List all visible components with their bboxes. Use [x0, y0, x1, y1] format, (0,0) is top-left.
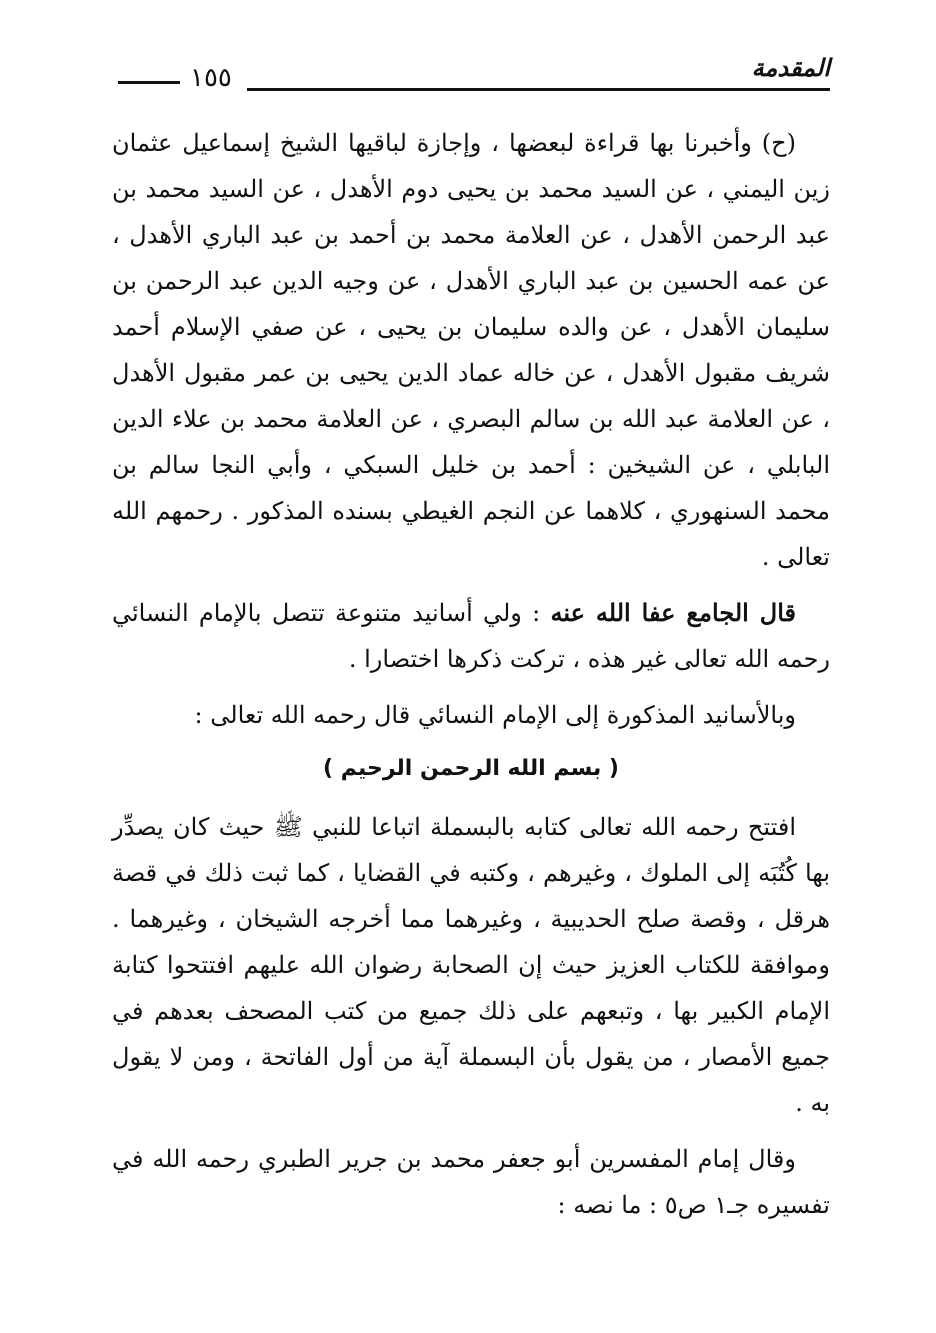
header-rule-left	[118, 81, 180, 84]
body-text	[112, 120, 830, 1228]
paragraph-chain-of-narration: (ح) وأخبرنا بها قراءة لبعضها ، وإجازة لباقيها الشيخ إسماعيل عثمان زين اليمني ، عن السيد محمد بن يحيى دوم الأهدل ، عن السيد محمد بن عبد الرحمن الأهدل ، عن العلامة محمد بن أحمد بن عبد الباري الأهدل ، عن عمه الحسين بن عبد الباري الأهدل ، عن وجيه الدين عبد الرحمن بن سليمان الأهدل ، عن والده سليمان بن يحيى ، عن صفي الإسلام أحمد شريف مقبول الأهدل ، عن خاله عماد الدين يحيى بن عمر مقبول الأهدل ، عن العلامة عبد الله بن سالم البصري ، عن العلامة محمد بن علاء الدين البابلي ، عن الشيخين : أحمد بن خليل السبكي ، وأبي النجا سالم بن محمد السنهوري ، كلاهما عن النجم الغيطي بسنده المذكور . رحمهم الله تعالى .	[112, 129, 831, 571]
basmala-heading: ( بسم الله الرحمن الرحيم )	[323, 756, 619, 781]
running-head: المقدمة	[751, 54, 830, 82]
compiler-note-text: : ولي أسانيد متنوعة تتصل بالإمام النسائي رحمه الله تعالى غير هذه ، تركت ذكرها اختصارا .	[112, 599, 830, 673]
paragraph-compiler-note	[112, 590, 830, 682]
paragraph-tabari-quote-intro: وقال إمام المفسرين أبو جعفر محمد بن جرير الطبري رحمه الله في تفسيره جـ١ ص٥ : ما نصه :	[112, 1145, 830, 1219]
page-number: ١٥٥	[186, 60, 236, 96]
paragraph-transition: وبالأسانيد المذكورة إلى الإمام النسائي قال رحمه الله تعالى :	[194, 701, 796, 729]
page-header	[112, 52, 830, 96]
compiler-note-lead: قال الجامع عفا الله عنه	[550, 598, 796, 627]
paragraph-basmala-commentary: افتتح رحمه الله تعالى كتابه بالبسملة اتباعا للنبي ﷺ حيث كان يصدِّر بها كُتُبَه إلى الملوك ، وغيرهم ، وكتبه في القضايا ، كما ثبت ذلك في قصة هرقل ، وقصة صلح الحديبية ، وغيرهما مما أخرجه الشيخان ، وغيرهما . وموافقة للكتاب العزيز حيث إن الصحابة رضوان الله عليهم افتتحوا كتابة الإمام الكبير بها ، وتبعهم على ذلك جميع من كتب المصحف بعدهم في جميع الأمصار ، من يقول بأن البسملة آية من أول الفاتحة ، ومن لا يقول به .	[112, 813, 831, 1117]
header-rule	[247, 88, 830, 91]
